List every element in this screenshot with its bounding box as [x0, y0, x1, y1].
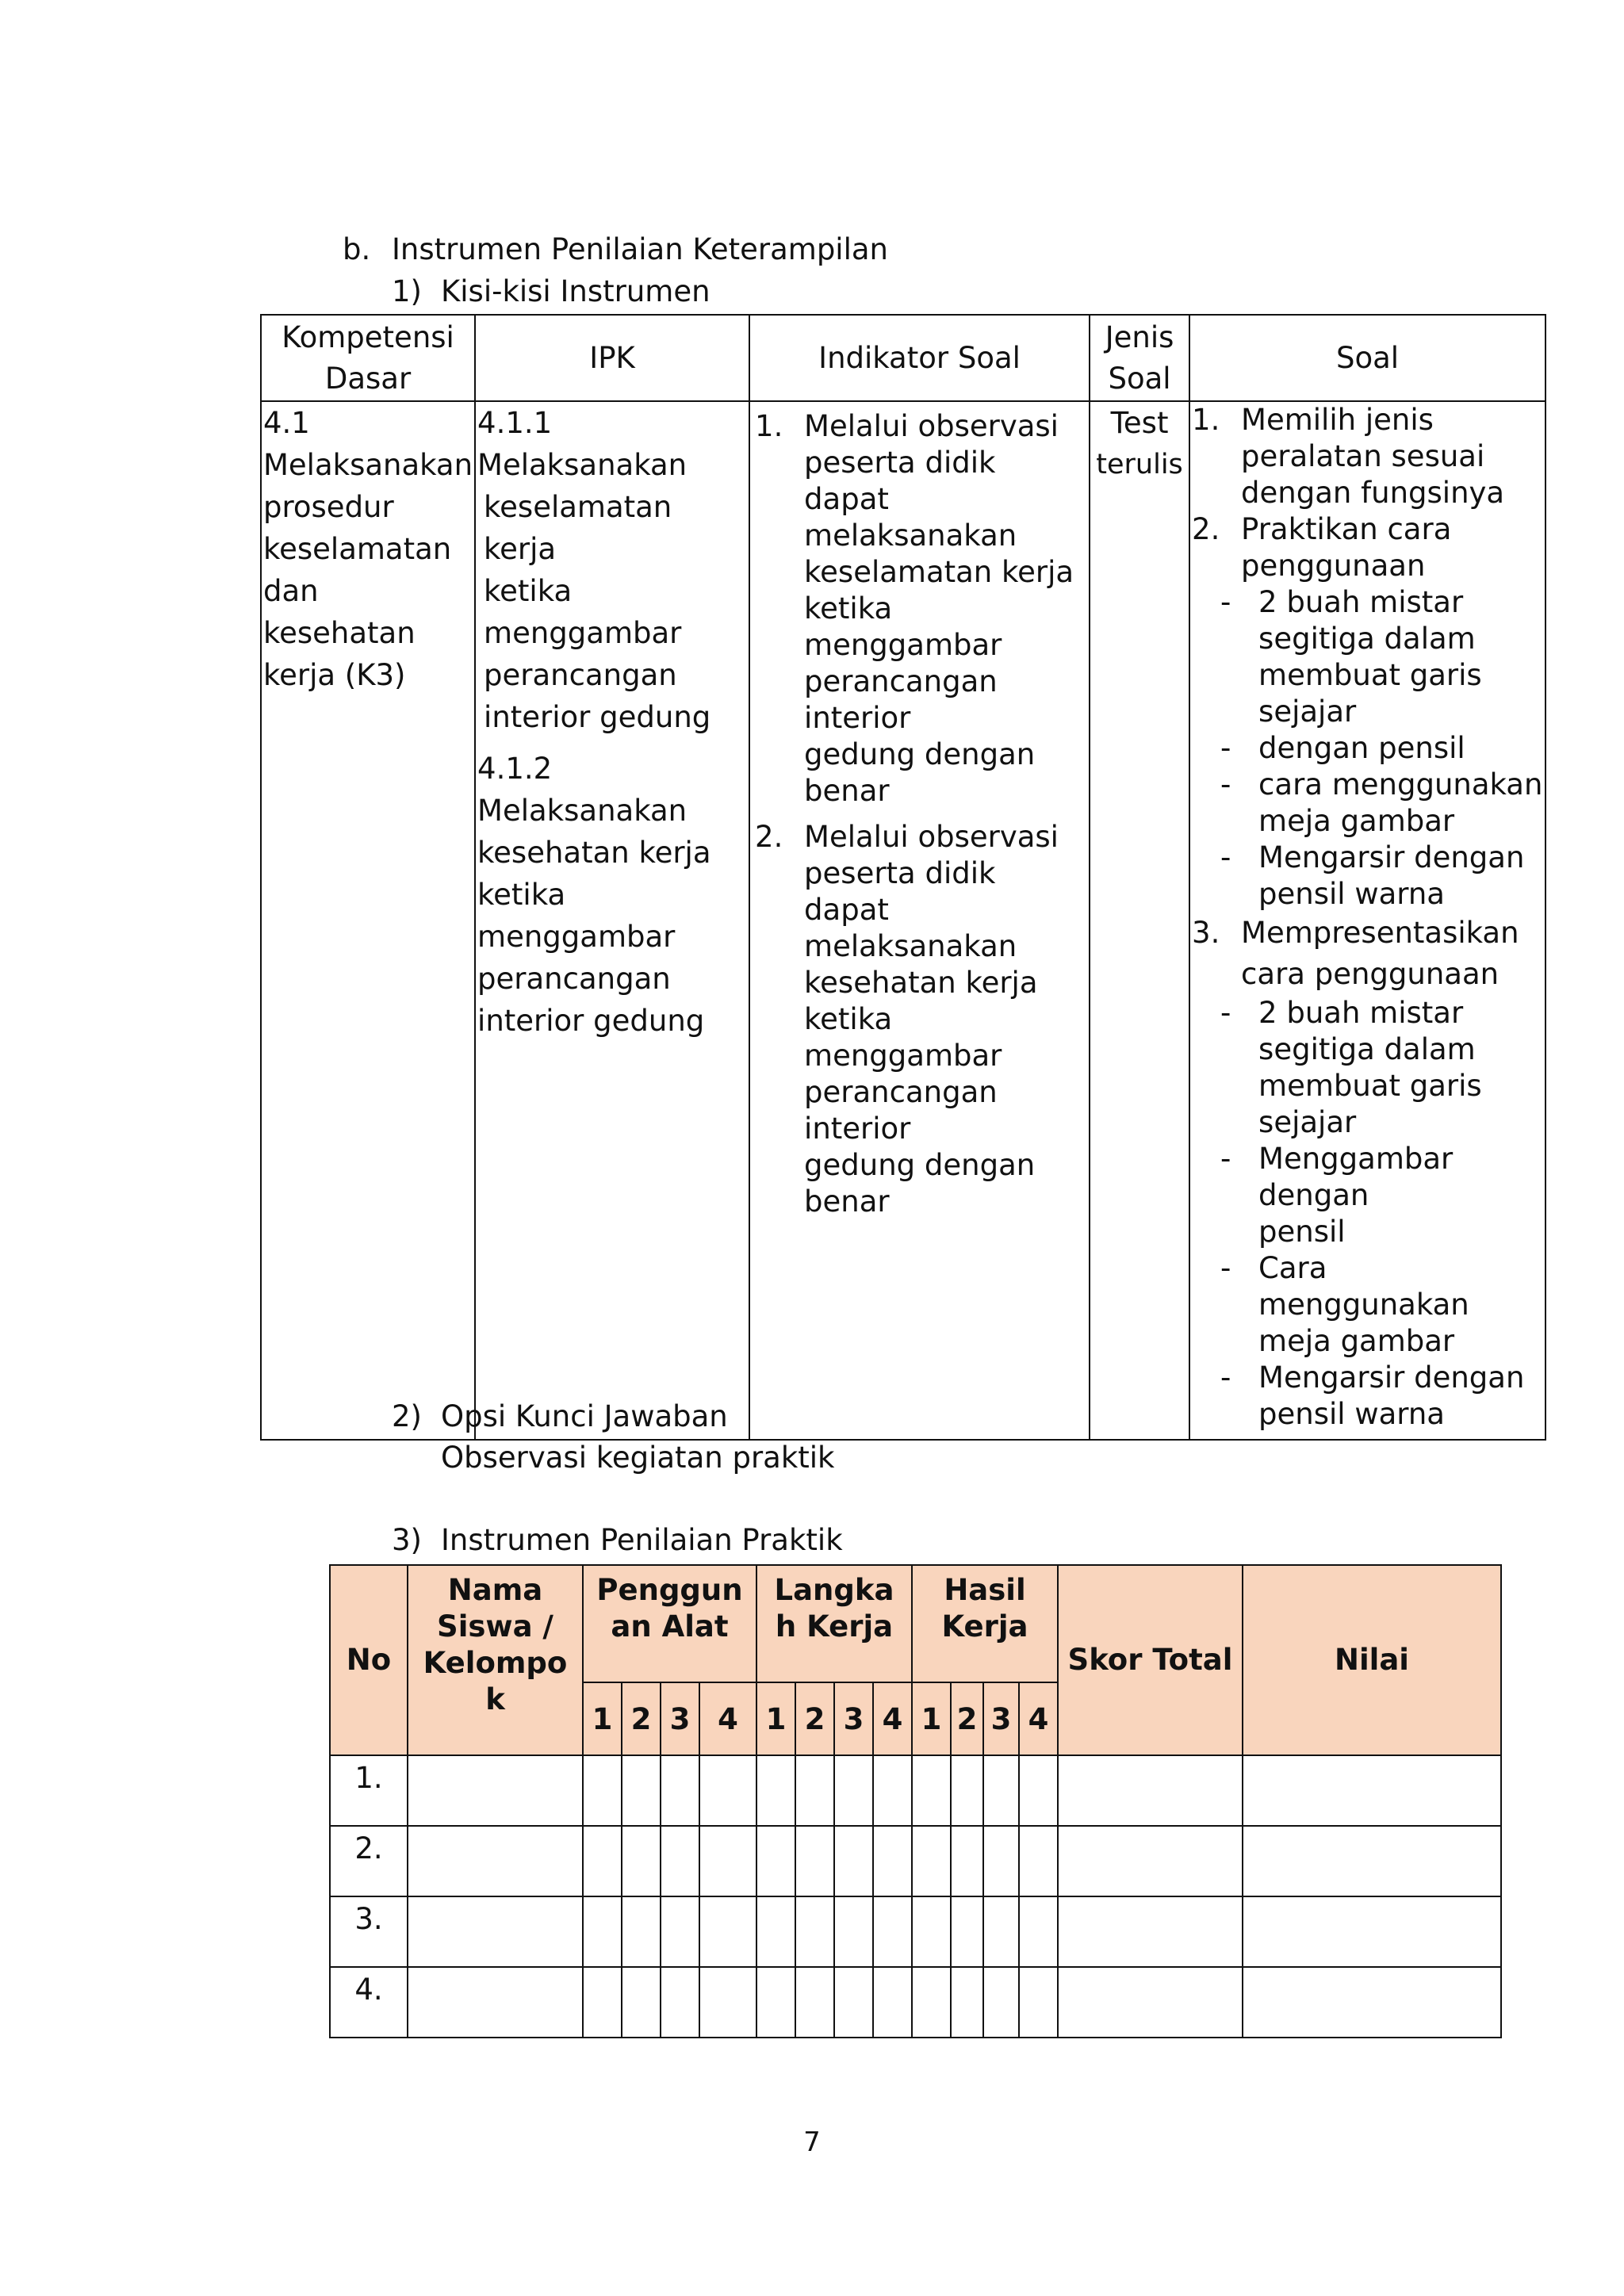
indikator-line: Melalui observasi: [804, 820, 1059, 854]
ipk-line: 4.1.1 Melaksanakan: [477, 406, 688, 482]
soal-sub-item: [1192, 730, 1543, 767]
header-penggunaan-line: an Alat: [611, 1609, 729, 1644]
table-row: [330, 1896, 1501, 1967]
cell-score: [699, 1967, 756, 2038]
section-3-marker: 3): [392, 1523, 422, 1557]
ipk-line: menggambar: [477, 920, 676, 954]
soal-list-cont: [1192, 913, 1543, 995]
cell-score: [873, 1755, 912, 1826]
cell-score: [661, 1967, 699, 2038]
ipk-line: perancangan: [477, 962, 671, 996]
cell-jenis-soal: [1090, 401, 1189, 1440]
soal-item-1: [1192, 402, 1543, 511]
header-jenis-line: Jenis: [1105, 320, 1174, 354]
cell-score: [795, 1826, 834, 1896]
header-hasil-kerja: [912, 1565, 1058, 1682]
jenis-line: terulis: [1096, 449, 1183, 480]
cell-score: [583, 1896, 622, 1967]
header-soal: Soal: [1189, 315, 1545, 401]
cell-score: [583, 1755, 622, 1826]
cell-ipk: [475, 401, 749, 1440]
section-2-marker: 2): [392, 1399, 422, 1433]
section-3-text: Instrumen Penilaian Praktik: [441, 1523, 843, 1557]
header-langkah-line: Langka: [774, 1573, 894, 1607]
header-kd-line: Kompetensi: [282, 320, 454, 354]
indikator-line: Melalui observasi: [804, 409, 1059, 443]
soal-sub-line: pensil warna: [1258, 1397, 1445, 1431]
cell-score: [756, 1826, 795, 1896]
cell-score: [583, 1967, 622, 2038]
soal-sub-line: meja gambar: [1258, 1324, 1455, 1358]
soal-sub-item: [1192, 767, 1543, 840]
cell-nama: [408, 1755, 583, 1826]
cell-score: [583, 1826, 622, 1896]
header-ipk: IPK: [475, 315, 749, 401]
jenis-line: Test: [1110, 406, 1169, 440]
soal-sub-line: - 2 buah mistar: [1258, 996, 1464, 1030]
cell-score: [912, 1896, 951, 1967]
kisi-kisi-table: [260, 314, 1546, 1441]
cell-kompetensi-dasar: [261, 401, 475, 1440]
subheader-score: 2: [951, 1682, 983, 1755]
cell-score: [756, 1755, 795, 1826]
cell-skor-total: [1058, 1826, 1243, 1896]
indikator-line: kesehatan kerja: [804, 966, 1038, 1000]
cell-score: [756, 1967, 795, 2038]
cell-score: [622, 1755, 661, 1826]
cell-score: [873, 1896, 912, 1967]
ipk-line: ketika menggambar: [484, 574, 682, 650]
kd-line: 4.1: [263, 406, 310, 440]
soal-sub-line: segitiga dalam: [1258, 1032, 1476, 1066]
cell-score: [912, 1755, 951, 1826]
cell-score: [912, 1967, 951, 2038]
cell-score: [622, 1826, 661, 1896]
ipk-line: kesehatan kerja: [477, 836, 711, 870]
cell-skor-total: [1058, 1755, 1243, 1826]
cell-score: [1019, 1755, 1058, 1826]
soal-sub-item: [1192, 584, 1543, 730]
cell-score: [795, 1755, 834, 1826]
soal-sub-line: - cara menggunakan: [1258, 767, 1543, 802]
indikator-line: gedung dengan benar: [804, 1148, 1036, 1219]
subheader-score: 3: [834, 1682, 873, 1755]
header-penggunaan-alat: [583, 1565, 756, 1682]
ipk-line: ketika: [477, 878, 566, 912]
header-nama-line: Kelompo: [423, 1646, 568, 1680]
soal-list: [1192, 402, 1543, 584]
cell-score: [912, 1826, 951, 1896]
soal-num: 1.: [1192, 403, 1220, 437]
section-1-text: Kisi-kisi Instrumen: [441, 274, 710, 308]
header-indikator-soal: Indikator Soal: [749, 315, 1090, 401]
soal-sub-line: - Cara menggunakan: [1258, 1251, 1469, 1322]
cell-score: [1019, 1896, 1058, 1967]
indikator-item-2: [755, 819, 1087, 1220]
soal-3-sublist: [1192, 995, 1543, 1433]
cell-skor-total: [1058, 1896, 1243, 1967]
soal-sub-line: membuat garis: [1258, 658, 1482, 692]
cell-score: [983, 1967, 1019, 2038]
soal-sub-item: [1192, 840, 1543, 913]
section-3-title: [392, 1521, 843, 1560]
cell-score: [951, 1896, 983, 1967]
ipk-line: Melaksanakan: [477, 794, 688, 828]
subheader-score: 1: [583, 1682, 622, 1755]
cell-score: [622, 1896, 661, 1967]
header-langkah-line: h Kerja: [775, 1609, 894, 1644]
soal-sub-line: - Mengarsir dengan: [1258, 1360, 1525, 1395]
indikator-line: peserta didik dapat: [804, 446, 996, 516]
cell-nilai: [1243, 1826, 1501, 1896]
indikator-line: melaksanakan: [804, 929, 1017, 963]
cell-score: [622, 1967, 661, 2038]
soal-num: 3.: [1192, 916, 1220, 950]
indikator-line: perancangan interior: [804, 1075, 998, 1146]
cell-score: [795, 1896, 834, 1967]
cell-score: [756, 1896, 795, 1967]
indikator-line: ketika menggambar: [804, 1002, 1002, 1073]
kd-line: prosedur: [263, 490, 394, 524]
penilaian-praktik-table: [329, 1564, 1502, 2038]
soal-line: Memilih jenis: [1241, 403, 1434, 437]
ipk-line: interior gedung: [477, 1004, 705, 1038]
header-nilai: Nilai: [1243, 1565, 1501, 1755]
cell-nilai: [1243, 1755, 1501, 1826]
header-jenis-soal: [1090, 315, 1189, 401]
cell-nama: [408, 1896, 583, 1967]
cell-score: [983, 1896, 1019, 1967]
heading-marker: b.: [343, 232, 371, 266]
header-kompetensi-dasar: [261, 315, 475, 401]
indikator-line: gedung dengan benar: [804, 737, 1036, 808]
soal-sub-line: pensil warna: [1258, 877, 1445, 911]
ipk-line: interior gedung: [484, 700, 711, 734]
cell-score: [983, 1755, 1019, 1826]
table-row: [330, 1967, 1501, 2038]
cell-score: [661, 1826, 699, 1896]
soal-sub-line: membuat garis: [1258, 1069, 1482, 1103]
cell-nilai: [1243, 1896, 1501, 1967]
header-hasil-line: Hasil: [944, 1573, 1026, 1607]
indikator-num: 2.: [755, 820, 783, 854]
indikator-line: keselamatan kerja: [804, 555, 1074, 589]
cell-indikator-soal: [749, 401, 1090, 1440]
subheader-score: 4: [873, 1682, 912, 1755]
soal-sub-line: segitiga dalam: [1258, 622, 1476, 656]
subheader-score: 3: [983, 1682, 1019, 1755]
header-langkah-kerja: [756, 1565, 912, 1682]
cell-score: [834, 1826, 873, 1896]
cell-score: [951, 1826, 983, 1896]
subheader-score: 3: [661, 1682, 699, 1755]
soal-2-sublist: [1192, 584, 1543, 913]
soal-num: 2.: [1192, 512, 1220, 546]
soal-item-3: [1192, 913, 1543, 995]
header-kd-line: Dasar: [324, 361, 412, 396]
ipk-4-1-1: [477, 402, 747, 738]
ipk-4-1-2: [477, 748, 747, 1042]
soal-sub-item: [1192, 995, 1543, 1141]
ipk-line: 4.1.2: [477, 752, 553, 786]
soal-line: penggunaan: [1241, 549, 1426, 583]
cell-score: [873, 1826, 912, 1896]
section-2-title: [392, 1397, 728, 1437]
kd-line: keselamatan: [263, 532, 452, 566]
section-1-title: [392, 272, 710, 312]
soal-sub-line: - dengan pensil: [1258, 731, 1465, 765]
subheader-score: 1: [912, 1682, 951, 1755]
soal-line: Praktikan cara: [1241, 512, 1452, 546]
subheader-score: 4: [699, 1682, 756, 1755]
section-2-text: Opsi Kunci Jawaban: [441, 1399, 728, 1433]
heading-text: Instrumen Penilaian Keterampilan: [392, 232, 888, 266]
soal-sub-line: - Mengarsir dengan: [1258, 840, 1525, 874]
section-2-subtext: Observasi kegiatan praktik: [441, 1441, 835, 1475]
indikator-line: perancangan interior: [804, 664, 998, 735]
indikator-list: [755, 408, 1087, 1220]
cell-score: [834, 1896, 873, 1967]
header-nama-line: k: [485, 1682, 505, 1716]
soal-sub-item: [1192, 1250, 1543, 1360]
header-penggunaan-line: Penggun: [596, 1573, 743, 1607]
cell-score: [795, 1967, 834, 2038]
indikator-num: 1.: [755, 409, 783, 443]
header-jenis-line: Soal: [1108, 361, 1171, 396]
cell-score: [661, 1755, 699, 1826]
subheader-score: 2: [622, 1682, 661, 1755]
cell-nilai: [1243, 1967, 1501, 2038]
cell-score: [834, 1967, 873, 2038]
table-row: [330, 1755, 1501, 1826]
cell-nama: [408, 1826, 583, 1896]
header-no: No: [330, 1565, 408, 1755]
soal-line: dengan fungsinya: [1241, 476, 1505, 510]
kd-line: Melaksanakan: [263, 448, 473, 482]
indikator-line: melaksanakan: [804, 519, 1017, 553]
cell-score: [1019, 1967, 1058, 2038]
table-row: [330, 1826, 1501, 1896]
indikator-line: ketika menggambar: [804, 591, 1002, 662]
cell-skor-total: [1058, 1967, 1243, 2038]
cell-score: [834, 1755, 873, 1826]
cell-soal: [1189, 401, 1545, 1440]
cell-nama: [408, 1967, 583, 2038]
indikator-line: peserta didik dapat: [804, 856, 996, 927]
soal-line: Mempresentasikan: [1241, 916, 1519, 950]
cell-score: [873, 1967, 912, 2038]
ipk-line: perancangan: [484, 658, 677, 692]
soal-sub-line: sejajar: [1258, 695, 1357, 729]
cell-score: [699, 1826, 756, 1896]
cell-score: [699, 1896, 756, 1967]
row-number: 4.: [330, 1967, 408, 2038]
section-1-marker: 1): [392, 274, 422, 308]
page-number: 7: [803, 2126, 821, 2158]
kd-line: dan kesehatan: [263, 574, 416, 650]
soal-sub-line: - Menggambar dengan: [1258, 1142, 1454, 1212]
cell-score: [983, 1826, 1019, 1896]
header-nama-line: Siswa /: [437, 1609, 553, 1644]
soal-item-2: [1192, 511, 1543, 584]
cell-score: [951, 1755, 983, 1826]
cell-score: [951, 1967, 983, 2038]
header-nama-line: Nama: [447, 1573, 543, 1607]
subheader-score: 1: [756, 1682, 795, 1755]
subheader-score: 2: [795, 1682, 834, 1755]
row-number: 3.: [330, 1896, 408, 1967]
indikator-item-1: [755, 408, 1087, 809]
cell-score: [1019, 1826, 1058, 1896]
header-skor-total: Skor Total: [1058, 1565, 1243, 1755]
header-hasil-line: Kerja: [941, 1609, 1028, 1644]
subheader-score: 4: [1019, 1682, 1058, 1755]
kd-line: kerja (K3): [263, 658, 406, 692]
soal-sub-line: meja gambar: [1258, 804, 1455, 838]
heading-b: [343, 230, 888, 270]
soal-sub-item: [1192, 1360, 1543, 1433]
soal-sub-item: [1192, 1141, 1543, 1250]
header-nama-siswa: [408, 1565, 583, 1755]
row-number: 1.: [330, 1755, 408, 1826]
soal-line: cara penggunaan: [1241, 957, 1500, 991]
cell-score: [699, 1755, 756, 1826]
ipk-line: keselamatan kerja: [484, 490, 672, 566]
soal-line: peralatan sesuai: [1241, 439, 1485, 473]
soal-sub-line: sejajar: [1258, 1105, 1357, 1139]
row-number: 2.: [330, 1826, 408, 1896]
soal-sub-line: pensil: [1258, 1215, 1346, 1249]
soal-sub-line: - 2 buah mistar: [1258, 585, 1464, 619]
cell-score: [661, 1896, 699, 1967]
